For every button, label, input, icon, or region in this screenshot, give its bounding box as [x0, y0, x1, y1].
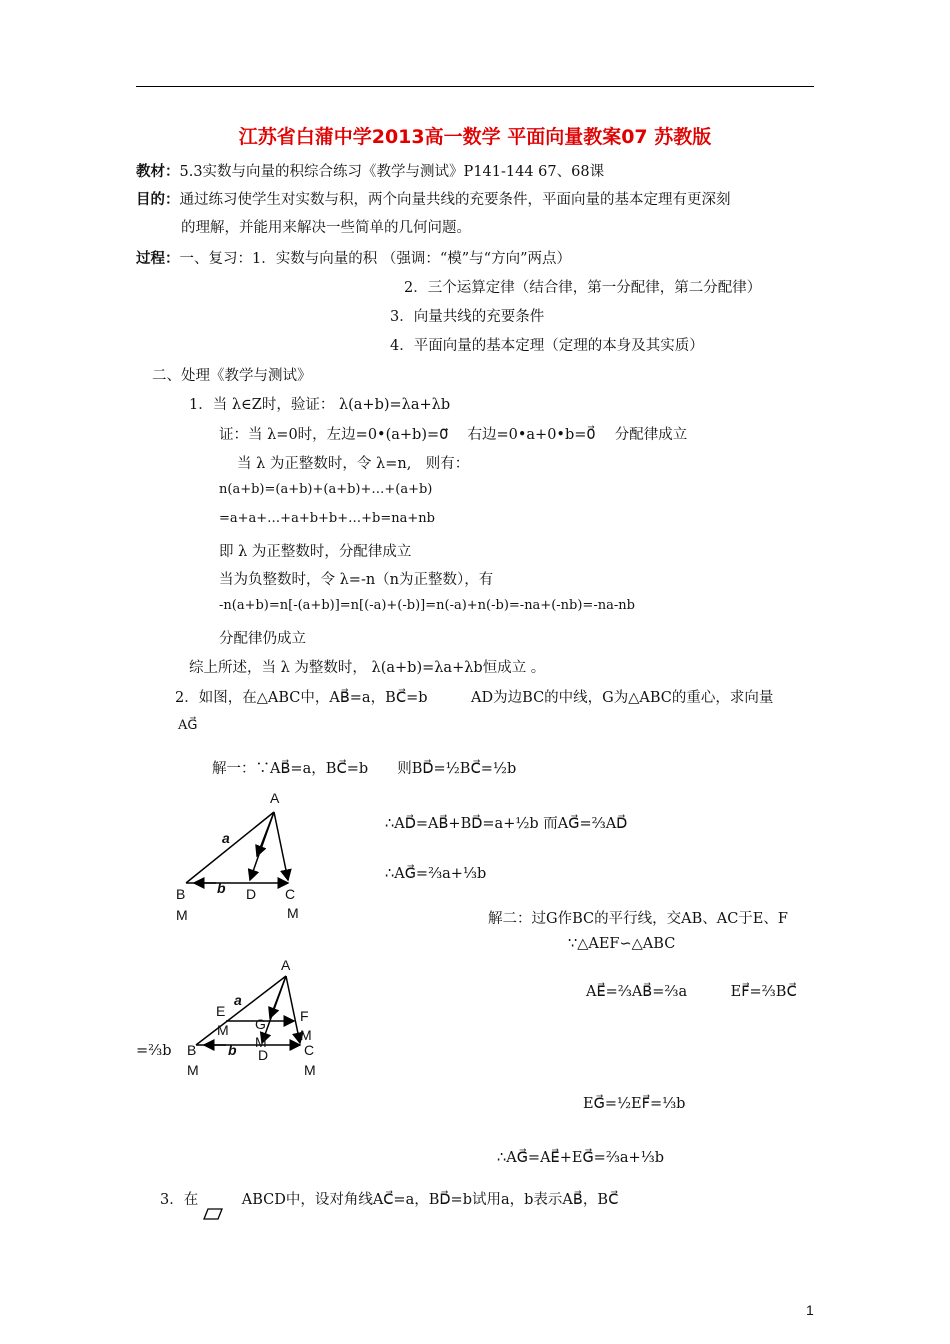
problem-1-line-4: =a+a+…+a+b+b+…+b=na+nb — [219, 511, 435, 526]
fig2-label-m4: M — [187, 1062, 199, 1078]
goal-label: 目的： — [136, 192, 180, 208]
solution-2-line-1: 解二：过G作BC的平行线，交AB、AC于E、F — [488, 911, 788, 927]
goal-text: 通过练习使学生对实数与积，两个向量共线的充要条件，平面向量的基本定理有更深刻 — [179, 192, 731, 208]
problem-1-conclusion: 综上所述，当 λ 为整数时， λ(a+b)=λa+λb恒成立 。 — [189, 660, 546, 676]
review-item-2: 2．三个运算定律（结合律，第一分配律，第二分配律） — [404, 280, 762, 296]
solution-1-line-1: 解一：∵AB⃗=a，BC⃗=b 则BD⃗=½BC⃗=½b — [212, 761, 517, 777]
fig1-label-d: D — [246, 886, 257, 902]
problem-1-line-2: 当 λ 为正整数时，令 λ=n, 则有： — [237, 456, 470, 472]
page-number: 1 — [806, 1302, 814, 1318]
fig2-label-m2: M — [255, 1034, 267, 1050]
vector-ac-line — [274, 812, 288, 880]
goal-line — [136, 188, 731, 209]
fig2-label-b: B — [187, 1042, 197, 1058]
fig2-vector-b: b — [228, 1042, 237, 1058]
fig2-label-c: C — [304, 1042, 315, 1058]
fig1-label-a: A — [270, 790, 280, 806]
material-text: 5.3实数与向量的积综合练习《教学与测试》P141-144 67、68课 — [179, 164, 605, 180]
fig2-label-a: A — [281, 957, 291, 973]
fig2-label-d: D — [258, 1047, 269, 1063]
review-item-4: 4．平面向量的基本定理（定理的本身及其实质） — [390, 338, 704, 354]
fig1-label-m2: M — [287, 905, 299, 921]
problem-1-line-8: 分配律仍成立 — [219, 631, 306, 647]
page-title: 江苏省白蒲中学2013高一数学 平面向量教案07 苏教版 — [238, 126, 712, 148]
problem-2-question-2: AG⃗ — [178, 718, 198, 733]
process-label: 过程： — [136, 251, 180, 267]
problem-1-question: 1．当 λ∈Z时，验证： λ(a+b)=λa+λb — [189, 397, 451, 413]
fig1-label-b: B — [176, 886, 186, 902]
material-label: 教材： — [136, 164, 180, 180]
fig2-label-f: F — [300, 1008, 309, 1024]
parallelogram-icon — [203, 1208, 223, 1220]
review-text: 一、复习：1．实数与向量的积 （强调：“模”与“方向”两点） — [179, 251, 571, 267]
problem-1-line-7: -n(a+b)=n[-(a+b)]=n[(-a)+(-b)]=n(-a)+n(-b)=-na+(-nb)=-na-nb — [219, 598, 635, 613]
solution-2-line-4: EG⃗=½EF⃗=⅓b — [583, 1096, 686, 1112]
solution-2-line-3b: =⅔b — [136, 1043, 172, 1059]
fig2-label-m3: M — [300, 1027, 312, 1043]
review-item-3: 3．向量共线的充要条件 — [390, 309, 545, 325]
problem-1-line-3: n(a+b)=(a+b)+(a+b)+…+(a+b) — [219, 482, 433, 497]
fig1-vector-b: b — [217, 880, 226, 896]
fig1-label-m1: M — [176, 907, 188, 923]
fig2-vector-a: a — [234, 992, 242, 1008]
header-rule — [136, 86, 814, 87]
material-line — [136, 160, 604, 181]
fig2-label-m5: M — [304, 1062, 316, 1078]
process-line — [136, 247, 571, 268]
problem-3-question: 3．在 ABCD中，设对角线AC⃗=a，BD⃗=b试用a，b表示AB⃗，BC⃗ — [160, 1192, 619, 1208]
fig2-label-e: E — [216, 1003, 226, 1019]
solution-2-line-5: ∴AG⃗=AE⃗+EG⃗=⅔a+⅓b — [497, 1150, 665, 1166]
problem-1-line-6: 当为负整数时，令 λ=-n（n为正整数），有 — [219, 572, 494, 588]
problem-2-question: 2．如图，在△ABC中，AB⃗=a，BC⃗=b AD为边BC的中线，G为△ABC的重心，求向量 — [175, 690, 774, 706]
fig2-label-g: G — [255, 1016, 266, 1032]
problem-1-line-5: 即 λ 为正整数时，分配律成立 — [219, 544, 412, 560]
fig2-ac-line — [286, 976, 300, 1043]
solution-1-line-3: ∴AG⃗=⅔a+⅓b — [385, 866, 487, 882]
fig1-label-c: C — [285, 886, 296, 902]
solution-2-line-2: ∵△AEF∽△ABC — [568, 936, 676, 952]
goal-line-2: 的理解，并能用来解决一些简单的几何问题。 — [181, 220, 471, 236]
solution-2-line-3: AE⃗=⅔AB⃗=⅔a EF⃗=⅔BC⃗ — [586, 984, 797, 1000]
solution-1-line-2: ∴AD⃗=AB⃗+BD⃗=a+½b 而AG⃗=⅔AD⃗ — [385, 816, 628, 832]
fig2-label-m1: M — [217, 1022, 229, 1038]
section-2-heading: 二、处理《教学与测试》 — [152, 368, 312, 384]
problem-1-line-1: 证：当 λ=0时，左边=0•(a+b)=0⃗ 右边=0•a+0•b=0⃗ 分配律成立 — [219, 427, 688, 443]
fig1-vector-a: a — [222, 830, 230, 846]
